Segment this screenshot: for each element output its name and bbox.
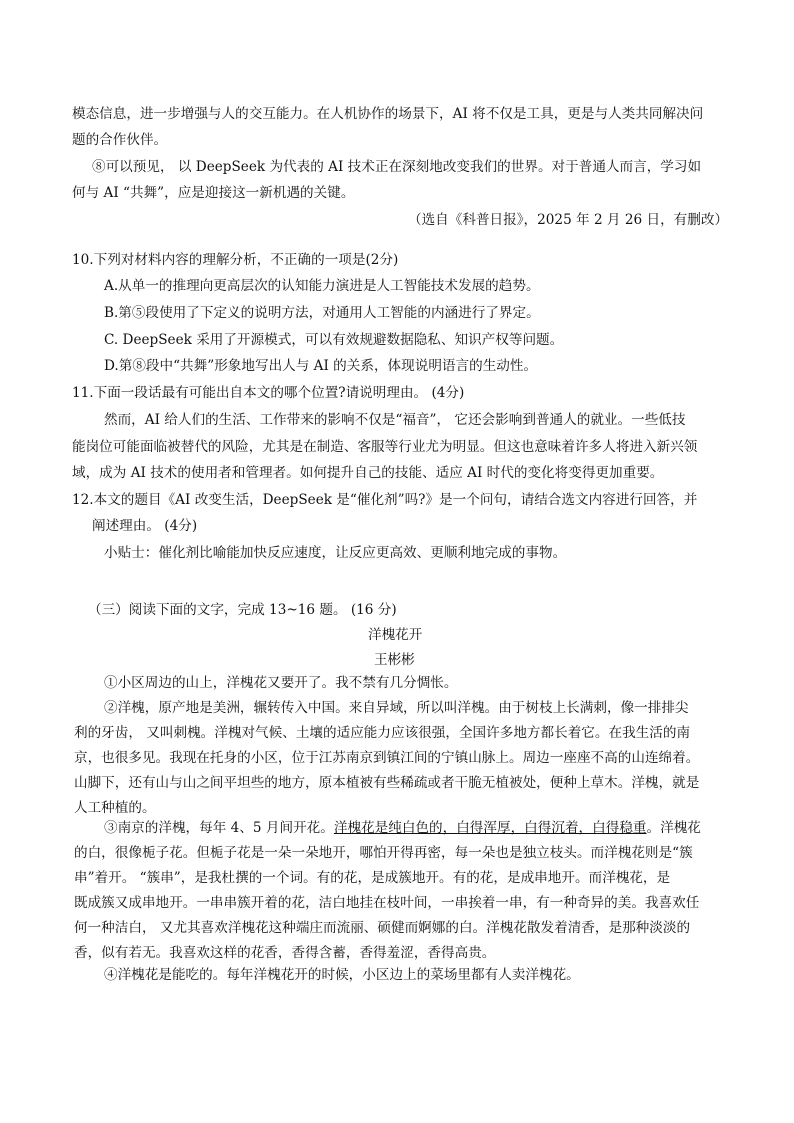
question-11-quote: 然而，AI 给人们的生活、工作带来的影响不仅是“福音”， 它还会影响到普通人的就业。一些低技 [104,412,686,428]
source-citation: （选自《科普日报》，2025 年 2 月 26 日，有删改） [408,212,729,228]
essay-paragraph-line: 人工种植的。 [74,800,156,816]
question-12-tip: 小贴士：催化剂比喻能加快反应速度，让反应更高效、更顺利地完成的事物。 [104,545,567,561]
question-12-stem: 12.本文的题目《AI 改变生活，DeepSeek 是“催化剂”吗?》是一个问句，请结合选文内容进行回答，并 [72,492,698,508]
question-10-option-c: C. DeepSeek 采用了开源模式，可以有效规避数据隐私、知识产权等问题。 [104,332,564,348]
essay-paragraph-line: ②洋槐，原产地是美洲，辗转传入中国。来自异域，所以叫洋槐。由于树枝上长满刺，像一排排尖 [104,700,689,716]
essay-paragraph-line: 的白，很像栀子花。但栀子花是一朵一朵地开，哪怕开得再密，每一朵也是独立枝头。而洋槐花则是“簇 [74,845,693,861]
question-10-stem: 10.下列对材料内容的理解分析，不正确的一项是(2分) [72,252,399,268]
essay-text: 。洋槐花 [646,820,701,836]
essay-paragraph-line [104,818,701,838]
essay-paragraph-line: 京，也很多见。我现在托身的小区，位于江苏南京到镇江间的宁镇山脉上。周边一座座不高的山连绵着。 [74,750,700,766]
essay-paragraph-line: 香，似有若无。我喜欢这样的花香，香得含蓄，香得羞涩，香得高贵。 [74,945,496,961]
essay-paragraph-line: 既成簇又成串地开。一串串簇开着的花，洁白地挂在枝叶间，一串挨着一串，有一种奇异的美。我喜欢任 [74,895,700,911]
underlined-sentence: 洋槐花是纯白色的，白得浑厚，白得沉着，白得稳重 [333,820,647,836]
paragraph-line: 模态信息，进一步增强与人的交互能力。在人机协作的场景下，AI 将不仅是工具，更是与人类共同解决问 [72,106,704,122]
essay-paragraph-line: ④洋槐花是能吃的。每年洋槐花开的时候，小区边上的菜场里都有人卖洋槐花。 [104,967,580,983]
essay-paragraph-line: ①小区周边的山上，洋槐花又要开了。我不禁有几分惆怅。 [104,675,458,691]
essay-text: ③南京的洋槐，每年 4、5 月间开花。 [104,820,334,836]
section-heading: （三）阅读下面的文字，完成 13~16 题。 (16 分) [88,602,397,618]
essay-author: 王彬彬 [374,652,415,668]
essay-paragraph-line: 利的牙齿， 又叫刺槐。洋槐对气候、土壤的适应能力应该很强，全国许多地方都长着它。在我生活的南 [74,725,691,741]
essay-paragraph-line: 山脚下，还有山与山之间平坦些的地方，原本植被有些稀疏或者干脆无植被处，便种上草木。洋槐，就是 [74,775,700,791]
paragraph-line: 何与 AI “共舞”，应是迎接这一新机遇的关键。 [72,185,355,201]
question-12-stem: 阐述理由。 (4分) [92,518,198,534]
question-10-option-d: D.第⑧段中“共舞”形象地写出人与 AI 的关系，体现说明语言的生动性。 [104,358,538,374]
question-10-option-a: A.从单一的推理向更高层次的认知能力演进是人工智能技术发展的趋势。 [104,278,540,294]
question-11-quote: 能岗位可能面临被替代的风险，尤其是在制造、客服等行业尤为明显。但这也意味着许多人将进入新兴领 [72,439,698,455]
essay-title: 洋槐花开 [368,627,423,643]
question-11-stem: 11.下面一段话最有可能出自本文的哪个位置?请说明理由。 (4分) [72,385,465,401]
question-11-quote: 域，成为 AI 技术的使用者和管理者。如何提升自己的技能、适应 AI 时代的变化将变得更加重要。 [72,465,664,481]
paragraph-line: 题的合作伙伴。 [72,132,168,148]
paragraph-line: ⑧可以预见， 以 DeepSeek 为代表的 AI 技术正在深刻地改变我们的世界。对于普通人而言，学习如 [92,159,702,175]
essay-paragraph-line: 何一种洁白， 又尤其喜欢洋槐花这种端庄而流丽、硕健而婀娜的白。洋槐花散发着清香，是那种淡淡的 [74,920,691,936]
essay-paragraph-line: 串”着开。 “簇串”，是我杜撰的一个词。有的花，是成簇地开。有的花，是成串地开。而洋槐花，是 [74,870,671,886]
question-10-option-b: B.第⑤段使用了下定义的说明方法，对通用人工智能的内涵进行了界定。 [104,305,540,321]
